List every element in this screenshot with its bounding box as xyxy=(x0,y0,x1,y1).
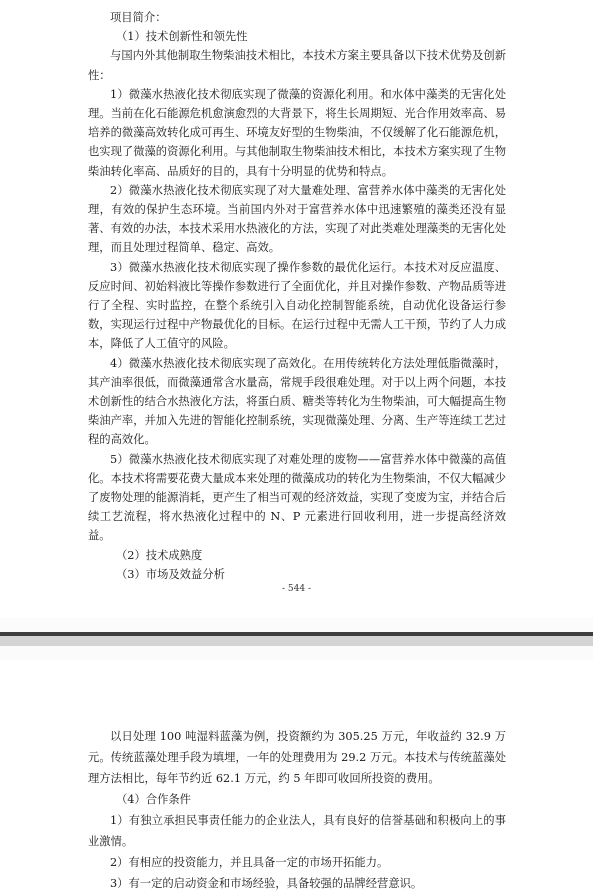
benefit-paragraph: 以日处理 100 吨湿料蓝藻为例，投资额约为 305.25 万元，年收益约 32.9 万元。传统蓝藻处理手段为填埋，一年的处理费用为 29.2 万元。本技术与传统蓝藻处理方法相比，每年节约近 62.1 万元，约 5 年即可收回所投资的费用。 xyxy=(88,730,506,785)
document-page-next xyxy=(0,660,593,888)
advantage-item-4: 4）微藻水热液化技术彻底实现了高效化。在用传统转化方法处理低脂微藻时，其产油率很低，而微藻通常含水量高，常规手段很难处理。对于以上两个问题，本技术创新性的结合水热液化方法，将蛋白质、糖类等转化为生物柴油，可大幅提高生物柴油产率，并加入先进的智能化控制系统，实现微藻处理、分离、生产等连续工艺过程的高效化。 xyxy=(88,356,506,447)
separator-light-bar xyxy=(0,636,593,646)
page-separator xyxy=(0,618,593,660)
advantage-item-1: 1）微藻水热液化技术彻底实现了微藻的资源化利用。和水体中藻类的无害化处理。当前在化石能源危机愈演愈烈的大背景下，将生长周期短、光合作用效率高、易培养的微藻高效转化成可再生、环境友好型的生物柴油，不仅缓解了化石能源危机，也实现了微藻的资源化利用。与其他制取生物柴油技术相比，本技术方案实现了生物柴油转化率高、品质好的目的，具有十分明显的优势和特点。 xyxy=(88,87,506,178)
condition-item-1: 1）有独立承担民事责任能力的企业法人，具有良好的信誉基础和积极向上的事业激情。 xyxy=(88,814,506,848)
heading-cooperation: （4）合作条件 xyxy=(116,793,191,806)
advantage-item-2: 2）微藻水热液化技术彻底实现了对大量难处理、富营养水体中藻类的无害化处理，有效的保护生态环境。当前国内外对于富营养水体中迅速繁殖的藻类还没有显著、有效的办法，本技术采用水热液化的方法，实现了对此类难处理藻类的无害化处理，而且处理过程简单、稳定、高效。 xyxy=(88,183,506,255)
condition-item-3: 3）有一定的启动资金和市场经验，具备较强的品牌经营意识。 xyxy=(110,877,423,890)
page-content-2 xyxy=(88,726,506,894)
heading-maturity: （2）技术成熟度 xyxy=(116,548,203,562)
advantage-item-3: 3）微藻水热液化技术彻底实现了操作参数的最优化运行。本技术对反应温度、反应时间、初始料液比等操作参数进行了全面优化，并且对操作参数、产物品质等进行了全程、实时监控，在整个系统引入自动化控制智能系统，自动优化设备运行参数，实现运行过程中产物最优化的目标。在运行过程中无需人工干预，节约了人力成本，降低了人工值守的风险。 xyxy=(88,260,506,351)
page-content xyxy=(88,8,506,584)
page-number: - 544 - xyxy=(282,584,311,594)
heading-innovation: （1）技术创新性和领先性 xyxy=(116,30,248,44)
section-title: 项目简介： xyxy=(110,11,167,24)
heading-market: （3）市场及效益分析 xyxy=(116,567,225,581)
condition-item-2: 2）有相应的投资能力，并且具备一定的市场开拓能力。 xyxy=(110,856,389,869)
intro-paragraph: 与国内外其他制取生物柴油技术相比，本技术方案主要具备以下技术优势及创新性： xyxy=(88,49,506,82)
advantage-item-5: 5）微藻水热液化技术彻底实现了对难处理的废物——富营养水体中微藻的高值化。本技术将需要花费大量成本来处理的微藻成功的转化为生物柴油，不仅大幅减少了废物处理的能源消耗，更产生了相当可观的经济效益，实现了变废为宝，并结合后续工艺流程，将水热液化过程中的 N、P 元素进行回收利用，进一步提高经济效益。 xyxy=(88,452,506,543)
